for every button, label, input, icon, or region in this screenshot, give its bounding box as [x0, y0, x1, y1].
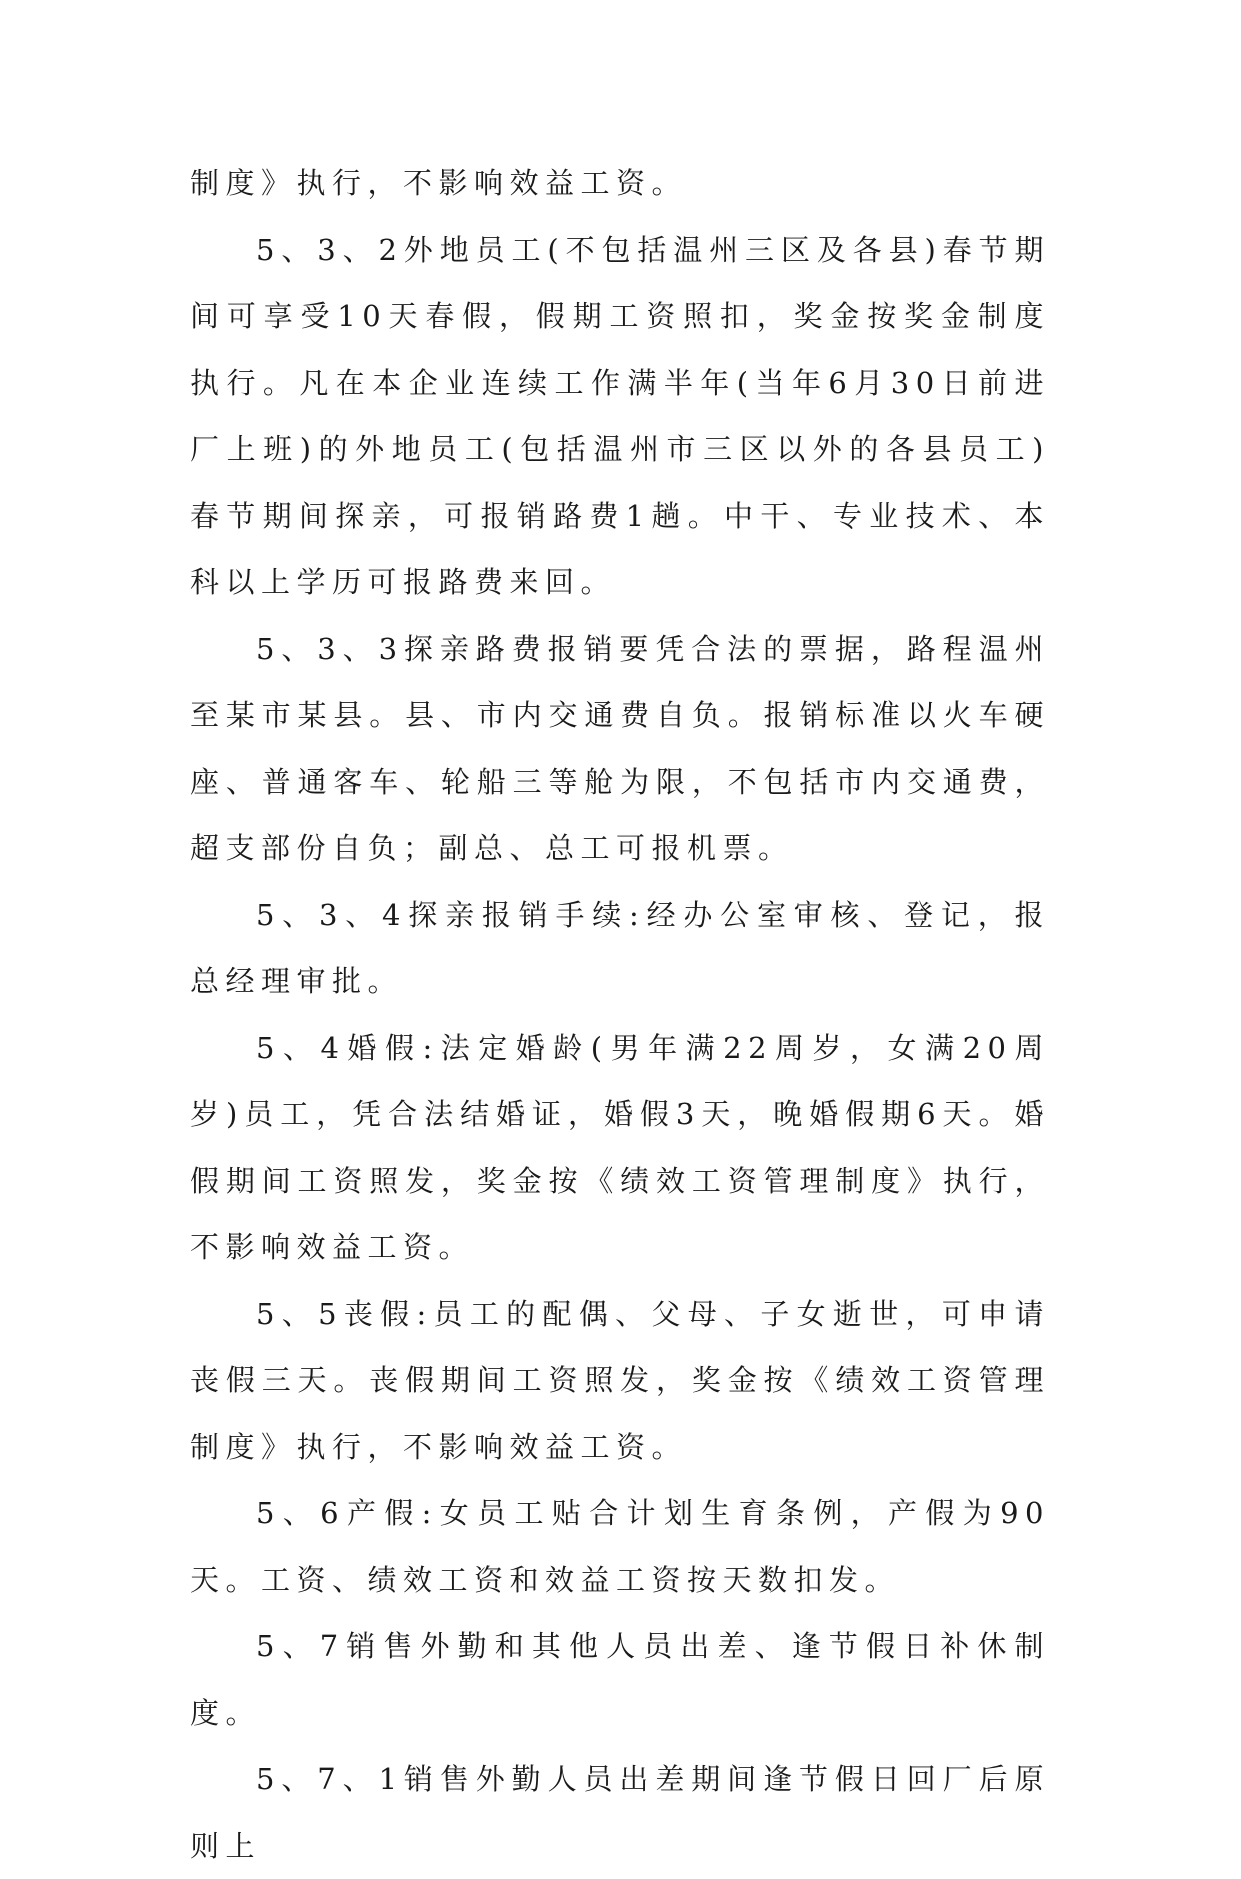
- paragraph-5-3-2: 5、3、2外地员工(不包括温州三区及各县)春节期间可享受10天春假，假期工资照扣，奖金按奖金制度执行。凡在本企业连续工作满半年(当年6月30日前进厂上班)的外地员工(包括温州市三区以外的各县员工)春节期间探亲，可报销路费1趟。中干、专业技术、本科以上学历可报路费来回。: [190, 232, 1050, 599]
- paragraph-5-4: 5、4婚假:法定婚龄(男年满22周岁，女满20周岁)员工，凭合法结婚证，婚假3天，晚婚假期6天。婚假期间工资照发，奖金按《绩效工资管理制度》执行，不影响效益工资。: [190, 1030, 1050, 1264]
- document-body: [190, 150, 1050, 1879]
- paragraph-continuation: 制度》执行，不影响效益工资。: [190, 166, 688, 200]
- paragraph-5-6: 5、6产假:女员工贴合计划生育条例，产假为90天。工资、绩效工资和效益工资按天数扣发。: [190, 1496, 1050, 1597]
- paragraph-5-3-3: 5、3、3探亲路费报销要凭合法的票据，路程温州至某市某县。县、市内交通费自负。报销标准以火车硬座、普通客车、轮船三等舱为限，不包括市内交通费，超支部份自负；副总、总工可报机票。: [190, 631, 1050, 865]
- paragraph-5-7: 5、7销售外勤和其他人员出差、逢节假日补休制度。: [190, 1629, 1050, 1730]
- paragraph-5-3-4: 5、3、4探亲报销手续:经办公室审核、登记，报总经理审批。: [190, 897, 1050, 998]
- paragraph-5-7-1: 5、7、1销售外勤人员出差期间逢节假日回厂后原则上: [190, 1762, 1050, 1863]
- paragraph-5-5: 5、5丧假:员工的配偶、父母、子女逝世，可申请丧假三天。丧假期间工资照发，奖金按《绩效工资管理制度》执行，不影响效益工资。: [190, 1296, 1050, 1464]
